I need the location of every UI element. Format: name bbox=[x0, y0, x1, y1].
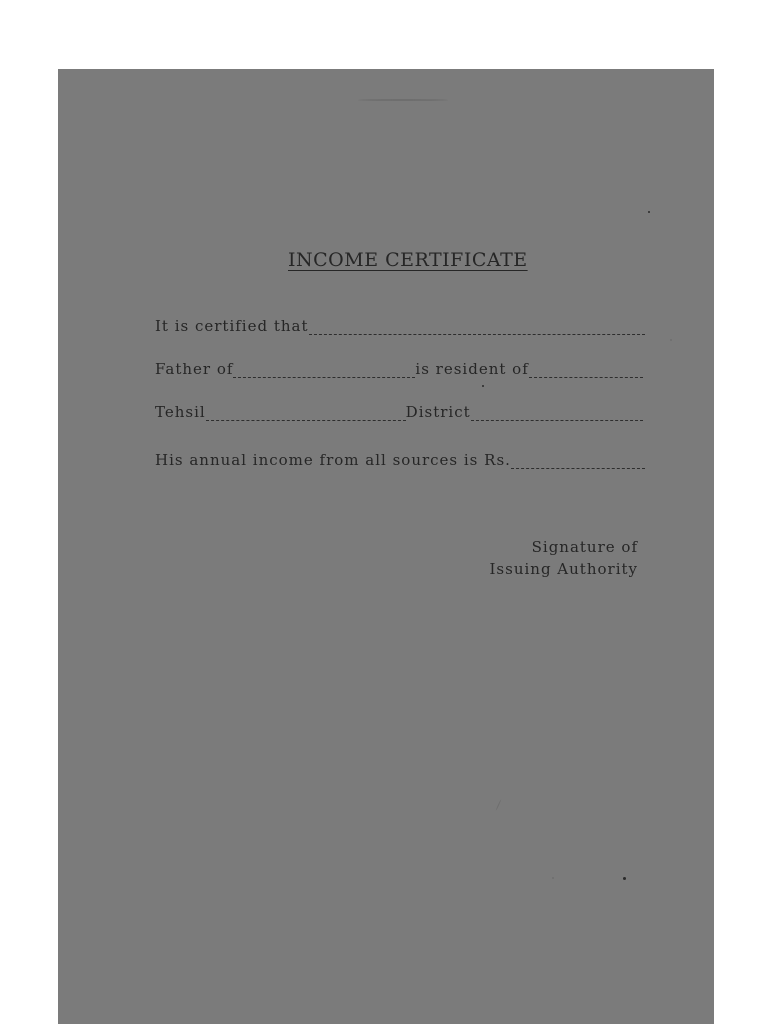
income-label: His annual income from all sources is Rs. bbox=[155, 451, 511, 469]
district-blank bbox=[471, 419, 643, 421]
father-line bbox=[155, 360, 643, 378]
scan-mark bbox=[552, 877, 554, 879]
tehsil-label: Tehsil bbox=[155, 403, 206, 421]
scan-mark bbox=[670, 339, 672, 341]
resident-label: is resident of bbox=[415, 360, 529, 378]
certified-line bbox=[155, 317, 645, 335]
father-blank bbox=[233, 376, 415, 378]
scan-speck bbox=[623, 877, 626, 880]
scan-speck bbox=[482, 385, 484, 387]
tehsil-line bbox=[155, 403, 643, 421]
certificate-title: INCOME CERTIFICATE bbox=[288, 249, 528, 271]
district-label: District bbox=[405, 403, 471, 421]
tehsil-blank bbox=[206, 419, 406, 421]
scan-mark bbox=[358, 99, 448, 101]
certified-label: It is certified that bbox=[155, 317, 309, 335]
signature-line-2: Issuing Authority bbox=[489, 560, 638, 578]
scan-mark bbox=[496, 799, 502, 810]
resident-blank bbox=[529, 376, 643, 378]
scan-speck bbox=[648, 211, 650, 213]
name-blank bbox=[309, 333, 645, 335]
signature-line-1: Signature of bbox=[531, 538, 638, 556]
father-label: Father of bbox=[155, 360, 234, 378]
scanned-document bbox=[58, 69, 714, 1024]
income-blank bbox=[511, 467, 645, 469]
income-line bbox=[155, 451, 645, 469]
